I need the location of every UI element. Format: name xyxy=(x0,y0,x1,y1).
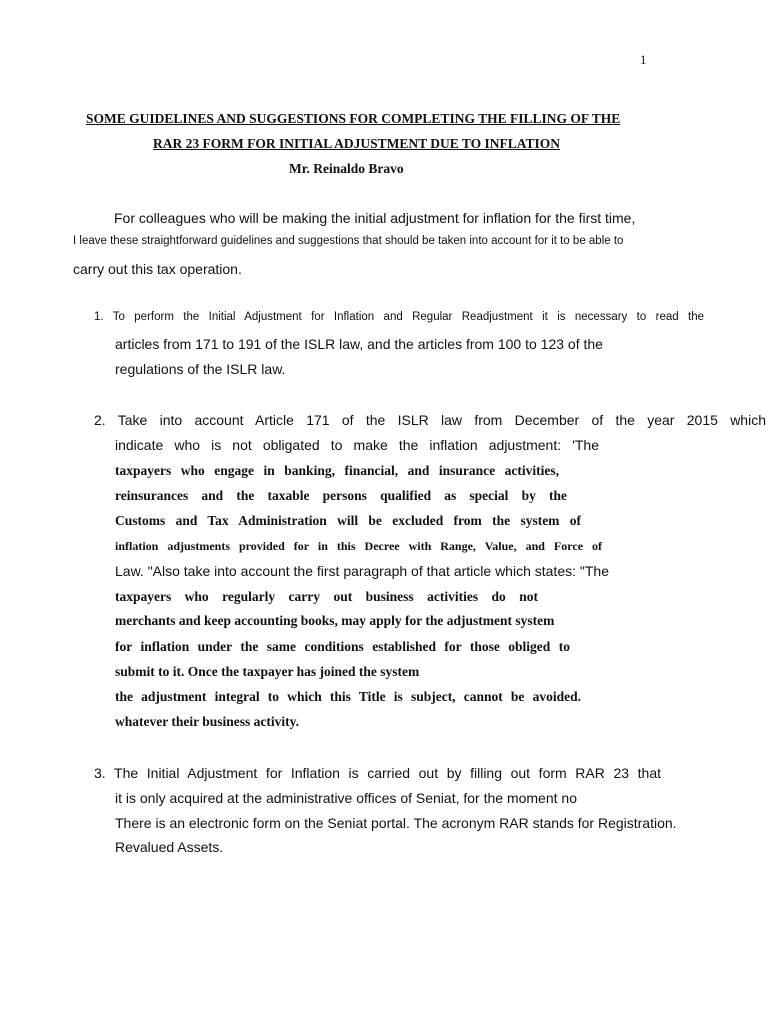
item-3-line-4: Revalued Assets. xyxy=(115,839,224,855)
item-2-line-6: inflation adjustments provided for in this Decree with Range, Value, and Force of xyxy=(115,539,602,553)
document-title-line-2: RAR 23 FORM FOR INITIAL ADJUSTMENT DUE TO INFLATION xyxy=(153,136,561,151)
item-2-line-9: merchants and keep accounting books, may apply for the adjustment system xyxy=(115,613,555,628)
item-1-line-2: articles from 171 to 191 of the ISLR law, and the articles from 100 to 123 of the xyxy=(115,336,603,352)
item-3-line-1: 3. The Initial Adjustment for Inflation is carried out by filling out form RAR 23 that xyxy=(94,765,661,781)
intro-line-1: For colleagues who will be making the initial adjustment for inflation for the first time, xyxy=(114,210,636,226)
item-2-line-8: taxpayers who regularly carry out business activities do not xyxy=(115,589,538,604)
item-2-line-2: indicate who is not obligated to make the inflation adjustment: 'The xyxy=(115,437,599,453)
item-2-line-10: for inflation under the same conditions established for those obliged to xyxy=(115,639,570,654)
document-author: Mr. Reinaldo Bravo xyxy=(289,161,404,176)
item-2-line-4: reinsurances and the taxable persons qualified as special by the xyxy=(115,488,567,503)
intro-line-3: carry out this tax operation. xyxy=(73,261,242,277)
item-2-line-13: whatever their business activity. xyxy=(115,714,299,729)
item-2-line-7: Law. "Also take into account the first paragraph of that article which states: "The xyxy=(115,563,609,579)
page-number: 1 xyxy=(640,52,647,67)
item-1-line-3: regulations of the ISLR law. xyxy=(115,361,286,377)
item-2-line-1: 2. Take into account Article 171 of the ISLR law from December of the year 2015 which xyxy=(94,412,766,428)
item-2-line-5: Customs and Tax Administration will be excluded from the system of xyxy=(115,513,581,528)
document-title-line-1: SOME GUIDELINES AND SUGGESTIONS FOR COMPLETING THE FILLING OF THE xyxy=(86,111,621,126)
item-2-line-3: taxpayers who engage in banking, financial, and insurance activities, xyxy=(115,463,559,478)
item-2-line-11: submit to it. Once the taxpayer has joined the system xyxy=(115,664,420,679)
item-1-line-1: 1. To perform the Initial Adjustment for Inflation and Regular Readjustment it is necessary to read the xyxy=(94,311,704,323)
item-3-line-2: it is only acquired at the administrative offices of Seniat, for the moment no xyxy=(115,790,577,806)
intro-line-2: I leave these straightforward guidelines and suggestions that should be taken into account for it to be able to xyxy=(73,235,624,247)
item-2-line-12: the adjustment integral to which this Title is subject, cannot be avoided. xyxy=(115,689,581,704)
item-3-line-3: There is an electronic form on the Seniat portal. The acronym RAR stands for Registration. xyxy=(115,815,677,831)
